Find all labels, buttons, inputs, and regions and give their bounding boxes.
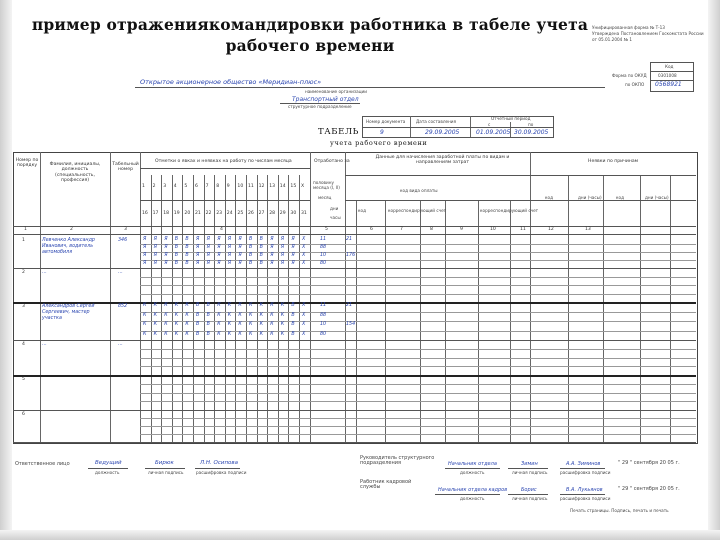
day-number: 23	[216, 211, 223, 216]
attendance-mark: Я	[217, 261, 221, 266]
row-subline	[140, 312, 696, 313]
day-number: 27	[258, 211, 265, 216]
attendance-mark: Я	[206, 245, 210, 250]
attendance-mark: В	[249, 253, 253, 258]
attendance-mark: Я	[270, 261, 274, 266]
responsible-label: Ответственное лицо	[15, 461, 70, 467]
head-name-caption: расшифровка подписи	[560, 470, 611, 475]
row-subline	[140, 294, 696, 295]
page-left-edge-shadow	[0, 0, 12, 540]
attendance-mark: К	[185, 331, 189, 337]
attendance-mark: К	[270, 303, 274, 308]
row-subline	[140, 349, 696, 350]
attendance-mark: В	[291, 303, 295, 308]
approved-date-label: от 05.01.2004 № 1	[592, 37, 632, 42]
column-number: 1	[24, 227, 27, 232]
attendance-mark: В	[249, 245, 253, 250]
day-number: 11	[248, 184, 254, 189]
attendance-mark: Я	[291, 253, 295, 258]
column-number: 10	[490, 227, 496, 232]
row-subline	[140, 277, 696, 278]
employee-name: …	[42, 342, 47, 347]
attendance-mark: Я	[217, 253, 221, 258]
row-divider	[13, 410, 696, 411]
organization-name: Открытое акционерное общество «Меридиан-плюс»	[140, 78, 322, 86]
worked-value: 10	[320, 253, 327, 258]
col-hours-label: часы	[330, 215, 341, 220]
attendance-mark: Я	[206, 237, 210, 242]
attendance-mark: Я	[143, 237, 147, 242]
attendance-mark: В	[259, 245, 263, 250]
col-worked-header: Отработано за	[314, 159, 350, 164]
row-divider	[13, 302, 696, 304]
department-caption: структурное подразделение	[288, 104, 352, 109]
page-right-edge-shadow	[708, 0, 720, 540]
attendance-mark: К	[249, 322, 253, 327]
row-subline	[140, 244, 696, 245]
col-number-header: Номер по порядку	[15, 158, 39, 169]
attendance-mark: К	[259, 322, 263, 327]
day-number: 14	[279, 184, 286, 189]
attendance-mark: К	[217, 303, 221, 308]
attendance-mark: К	[143, 312, 147, 318]
hr-signature-caption: личная подпись	[512, 496, 548, 501]
attendance-mark: К	[238, 312, 242, 318]
month-total-value: 21	[346, 303, 353, 308]
attendance-mark: К	[174, 331, 179, 337]
day-number: 31	[301, 211, 307, 216]
attendance-mark: X	[302, 245, 306, 250]
head-signature: Зимин	[521, 461, 538, 467]
day-number: 4	[173, 184, 177, 189]
day-number: 29	[279, 211, 286, 216]
head-dept-label: Руководитель структурного подразделения	[360, 455, 435, 466]
column-number: 11	[520, 227, 526, 232]
attendance-mark: Я	[153, 261, 157, 266]
attendance-mark: К	[174, 303, 179, 308]
attendance-mark: К	[185, 303, 189, 308]
day-number: 18	[163, 211, 170, 216]
tabel-heading: ТАБЕЛЬ	[318, 127, 359, 137]
col-payroll-header: Данные для начисления заработной платы по видам и направлениям затрат	[375, 155, 510, 166]
okud-label: Форма по ОКУД	[612, 73, 647, 78]
row-subline	[140, 426, 696, 427]
title-line-2: рабочего времени	[225, 36, 395, 55]
attendance-mark: К	[174, 322, 179, 327]
day-number: 13	[269, 184, 276, 189]
attendance-mark: Я	[196, 237, 200, 242]
day-number: 26	[248, 211, 254, 216]
employee-tabnum: 346	[118, 238, 128, 243]
attendance-mark: К	[217, 322, 221, 327]
day-number: 10	[237, 184, 244, 189]
attendance-mark: Я	[227, 253, 232, 258]
day-number: 15	[290, 184, 297, 189]
responsible-name-caption: расшифровка подписи	[196, 470, 247, 475]
responsible-signature: Бирюк	[155, 460, 174, 466]
page-bottom-edge-shadow	[0, 530, 720, 540]
worked-value: 11	[320, 237, 327, 242]
department-name: Транспортный отдел	[292, 96, 359, 103]
period-from-label: с	[488, 122, 491, 127]
attendance-mark: К	[227, 322, 232, 327]
attendance-mark: В	[174, 253, 179, 258]
col-worked-half: половину месяца (I, II)	[313, 180, 340, 190]
attendance-mark: К	[153, 303, 157, 308]
row-number: 3	[22, 304, 25, 309]
hr-worker-label: Работник кадровой службы	[360, 479, 412, 490]
attendance-mark: К	[249, 331, 253, 337]
period-to-value: 30.09.2005	[514, 129, 549, 136]
attendance-mark: В	[259, 237, 263, 242]
day-number: 6	[195, 184, 198, 189]
day-number: 28	[269, 211, 276, 216]
row-subline	[140, 285, 696, 286]
row-divider	[13, 340, 696, 341]
attendance-mark: В	[206, 312, 210, 318]
attendance-mark: К	[217, 312, 221, 318]
title-line-1: пример отражениякомандировки работника в табеле учета	[31, 15, 589, 34]
row-subline	[140, 331, 696, 332]
employee-tabnum: …	[118, 342, 123, 347]
okpo-code: 0568921	[655, 81, 682, 88]
hr-signature: Борис	[521, 487, 537, 493]
row-subline	[140, 260, 696, 261]
okud-code: 0301008	[658, 73, 677, 78]
responsible-position: Ведущий	[95, 460, 122, 466]
attendance-mark: В	[185, 261, 189, 266]
attendance-mark: Я	[164, 237, 168, 242]
month-total-value: 154	[346, 322, 356, 327]
worked-value: 88	[320, 312, 327, 318]
row-number: 5	[22, 377, 25, 382]
attendance-mark: X	[302, 322, 306, 327]
attendance-mark: В	[174, 245, 179, 250]
column-number: 12	[548, 227, 554, 232]
attendance-mark: К	[280, 331, 285, 337]
col-worked-month: месяц	[318, 195, 332, 200]
row-divider	[13, 375, 696, 377]
attendance-mark: Я	[153, 237, 157, 242]
day-number: 5	[184, 184, 188, 189]
hr-name: В.А. Лукьянов	[566, 487, 603, 493]
employee-tabnum: 852	[118, 304, 128, 309]
month-total-value: 21	[346, 237, 353, 242]
day-number: 1	[142, 184, 145, 189]
attendance-mark: К	[280, 322, 285, 327]
attendance-mark: Я	[217, 245, 221, 250]
column-number: 8	[430, 227, 433, 232]
day-number: 20	[184, 211, 191, 216]
day-number: 24	[226, 211, 233, 216]
attendance-mark: К	[164, 312, 168, 318]
row-subline	[140, 384, 696, 385]
head-signature-caption: личная подпись	[512, 470, 548, 475]
col-corr-account-1: корреспондирующий счет	[388, 208, 447, 213]
attendance-mark: К	[238, 303, 242, 308]
column-number: 5	[325, 227, 328, 232]
attendance-mark: Я	[196, 253, 200, 258]
unified-form-label: Унифицированная форма № Т-13	[592, 25, 665, 30]
column-number: 7	[400, 227, 403, 232]
row-subline	[140, 366, 696, 367]
attendance-mark: X	[302, 261, 306, 266]
employee-name: …	[42, 270, 47, 275]
attendance-mark: Я	[206, 261, 210, 266]
attendance-mark: К	[164, 322, 168, 327]
column-number: 9	[460, 227, 463, 232]
row-number: 6	[22, 412, 25, 417]
attendance-mark: В	[196, 322, 200, 327]
worked-value: 11	[320, 303, 327, 308]
period-to-label: по	[528, 122, 534, 127]
attendance-mark: X	[302, 237, 306, 242]
attendance-mark: В	[291, 331, 295, 337]
col-days-label: дни	[330, 206, 339, 211]
attendance-mark: В	[196, 303, 200, 308]
attendance-mark: К	[185, 312, 189, 318]
attendance-mark: Я	[227, 261, 232, 266]
doc-number-value: 9	[380, 129, 384, 136]
row-divider	[13, 268, 696, 269]
attendance-mark: Я	[206, 253, 210, 258]
attendance-mark: Я	[280, 261, 285, 266]
employee-name: Александров Сергей Сергеевич, мастер участка	[42, 304, 95, 321]
day-number: 16	[142, 211, 148, 216]
period-from-value: 01.09.2005	[476, 129, 511, 136]
attendance-mark: Я	[217, 237, 221, 242]
attendance-mark: К	[227, 331, 232, 337]
attendance-mark: Я	[291, 237, 295, 242]
col-corr-account-2: корреспондирующий счет	[480, 208, 539, 213]
attendance-mark: К	[270, 312, 274, 318]
attendance-mark: К	[270, 322, 274, 327]
attendance-mark: К	[153, 322, 157, 327]
code-header: Код	[665, 64, 674, 69]
employee-tabnum: …	[118, 270, 123, 275]
attendance-mark: Я	[238, 261, 242, 266]
attendance-mark: К	[143, 303, 147, 308]
attendance-mark: Я	[143, 261, 147, 266]
attendance-mark: В	[291, 312, 295, 318]
head-name: А.А. Зиминов	[566, 461, 601, 467]
attendance-mark: В	[185, 237, 189, 242]
col-days-hours-label-1: дни (часы)	[578, 195, 602, 200]
row-subline	[140, 434, 696, 435]
day-number: 2	[152, 184, 156, 189]
attendance-mark: X	[302, 303, 306, 308]
attendance-mark: В	[185, 245, 189, 250]
col-paycode-label: код вида оплаты	[400, 188, 438, 193]
head-date: " 29 " сентября 20 05 г.	[618, 460, 680, 466]
attendance-mark: В	[174, 237, 179, 242]
attendance-mark: Я	[153, 245, 157, 250]
column-number: 2	[70, 227, 73, 232]
row-subline	[140, 252, 696, 253]
attendance-mark: К	[185, 322, 189, 327]
attendance-mark: К	[259, 331, 263, 337]
slide-title	[30, 14, 590, 56]
attendance-mark: В	[196, 331, 200, 337]
attendance-mark: Я	[227, 237, 232, 242]
attendance-mark: Я	[196, 261, 200, 266]
last-footnote: Печать страницы. Подпись, печать и печать	[570, 508, 669, 513]
attendance-mark: К	[153, 312, 157, 318]
attendance-mark: В	[249, 261, 253, 266]
worked-value: 10	[320, 322, 327, 327]
worked-value: 80	[320, 261, 327, 266]
attendance-mark: Я	[238, 245, 242, 250]
attendance-mark: Я	[164, 261, 168, 266]
employee-name: Левченко Александр Иванович, водитель автомобиля	[42, 238, 95, 255]
column-number: 3	[124, 227, 127, 232]
attendance-mark: Я	[164, 245, 168, 250]
head-position: Начальник отдела	[448, 461, 497, 467]
day-number: 25	[237, 211, 244, 216]
okpo-label: по ОКПО	[625, 82, 645, 87]
attendance-mark: X	[302, 331, 306, 337]
row-number: 4	[22, 342, 25, 347]
attendance-mark: К	[164, 303, 168, 308]
row-subline	[140, 401, 696, 402]
column-number: 6	[370, 227, 373, 232]
attendance-mark: Я	[153, 253, 157, 258]
day-number: 9	[226, 184, 230, 189]
worked-value: 88	[320, 245, 327, 250]
attendance-mark: Я	[270, 237, 274, 242]
attendance-mark: Я	[227, 245, 232, 250]
attendance-mark: В	[206, 322, 210, 327]
attendance-mark: В	[174, 261, 179, 266]
row-number: 1	[22, 238, 25, 243]
doc-date-label: Дата составления	[416, 119, 457, 124]
attendance-mark: К	[143, 322, 147, 327]
col-tabnum-header: Табельный номер	[112, 162, 139, 173]
column-number: 4	[220, 227, 223, 232]
attendance-mark: Я	[238, 253, 242, 258]
day-number: 21	[195, 211, 201, 216]
attendance-mark: В	[206, 303, 210, 308]
attendance-mark: К	[217, 331, 221, 337]
organization-caption: наименование организации	[305, 89, 367, 94]
responsible-signature-caption: личная подпись	[148, 470, 184, 475]
attendance-mark: Я	[143, 253, 147, 258]
attendance-mark: В	[259, 253, 263, 258]
col-code-label-1: код	[358, 208, 366, 213]
day-number: 17	[152, 211, 159, 216]
attendance-mark: К	[238, 331, 242, 337]
attendance-mark: К	[270, 331, 274, 337]
col-marks-header: Отметки о явках и неявках на работу по числам месяца	[155, 159, 292, 164]
attendance-mark: К	[238, 322, 242, 327]
attendance-mark: К	[280, 303, 285, 308]
day-number: 8	[216, 184, 220, 189]
day-number: 19	[173, 211, 180, 216]
col-name-header: Фамилия, инициалы, должность (специальность, профессия)	[49, 162, 101, 184]
attendance-mark: В	[249, 237, 253, 242]
hr-date: " 29 " сентября 20 05 г.	[618, 486, 680, 492]
hr-name-caption: расшифровка подписи	[560, 496, 611, 501]
attendance-mark: В	[206, 331, 210, 337]
attendance-mark: В	[291, 322, 295, 327]
doc-number-label: Номер документа	[366, 119, 406, 124]
attendance-mark: В	[185, 253, 189, 258]
row-subline	[140, 418, 696, 419]
attendance-mark: X	[302, 312, 306, 318]
month-total-value: 176	[346, 253, 356, 258]
row-divider	[13, 442, 696, 443]
attendance-mark: Я	[164, 253, 168, 258]
row-subline	[140, 321, 696, 322]
period-label: Отчетный период	[491, 116, 531, 121]
row-subline	[140, 358, 696, 359]
attendance-mark: К	[227, 312, 232, 318]
attendance-mark: К	[249, 312, 253, 318]
day-number: 3	[163, 184, 167, 189]
attendance-mark: К	[227, 303, 232, 308]
attendance-mark: В	[196, 312, 200, 318]
attendance-mark: К	[174, 312, 179, 318]
col-code-label-2: код	[545, 195, 553, 200]
attendance-mark: Я	[291, 245, 295, 250]
attendance-mark: В	[259, 261, 263, 266]
attendance-mark: Я	[238, 237, 242, 242]
attendance-mark: Я	[280, 245, 285, 250]
responsible-position-caption: должность	[95, 470, 120, 475]
day-number: 22	[205, 211, 212, 216]
attendance-mark: Я	[280, 253, 285, 258]
doc-date-value: 29.09.2005	[425, 129, 460, 136]
worked-value: 80	[320, 331, 327, 337]
responsible-name: Л.Н. Осипова	[200, 460, 239, 466]
day-number: X	[301, 184, 305, 189]
attendance-mark: Я	[291, 261, 295, 266]
attendance-mark: Я	[196, 245, 200, 250]
col-code-label-3: код	[616, 195, 624, 200]
attendance-mark: Я	[280, 237, 285, 242]
row-subline	[140, 393, 696, 394]
attendance-mark: Я	[270, 253, 274, 258]
attendance-mark: К	[280, 312, 285, 318]
hr-position: Начальник отдела кадров	[438, 487, 508, 493]
approved-by-label: Утверждена Постановлением Госкомстата России	[592, 31, 704, 36]
attendance-mark: X	[302, 253, 306, 258]
col-absence-header: Неявки по причинам	[588, 159, 639, 164]
head-position-caption: должность	[460, 470, 485, 475]
attendance-mark: К	[249, 303, 253, 308]
hr-position-caption: должность	[460, 496, 485, 501]
attendance-mark: Я	[270, 245, 274, 250]
day-number: 12	[258, 184, 265, 189]
tabel-subheading: учета рабочего времени	[330, 139, 428, 147]
attendance-mark: Я	[143, 245, 147, 250]
day-number: 30	[290, 211, 297, 216]
attendance-mark: К	[259, 312, 263, 318]
attendance-mark: К	[153, 331, 157, 337]
col-days-hours-label-2: дни (часы)	[645, 195, 669, 200]
attendance-mark: К	[259, 303, 263, 308]
day-number: 7	[205, 184, 209, 189]
row-number: 2	[22, 270, 25, 275]
attendance-mark: К	[143, 331, 147, 337]
attendance-mark: К	[164, 331, 168, 337]
column-number: 13	[585, 227, 591, 232]
